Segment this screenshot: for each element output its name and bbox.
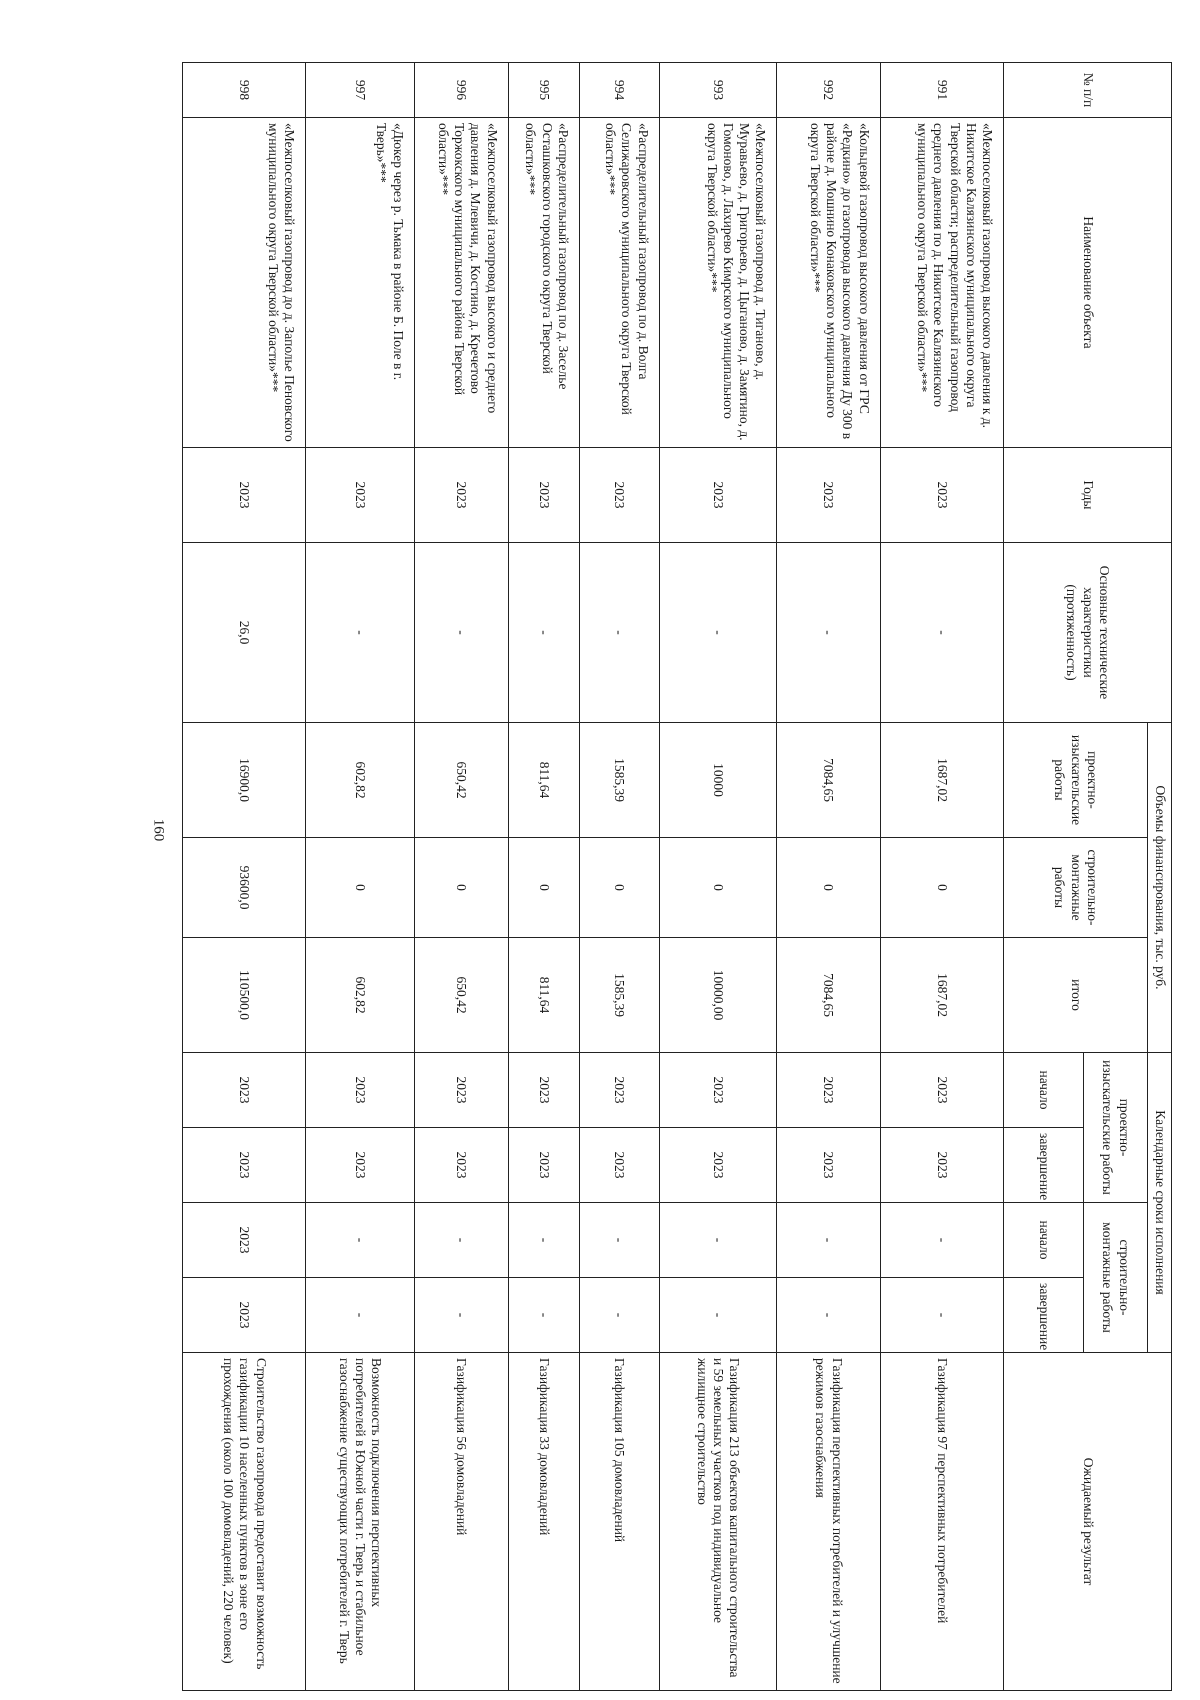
cell-name: «Межпоселковый газопровод д. Тиганово, д. Муравьево, д. Григорьево, д. Цыганово, д. Замятино, д. Гомоново, д. Лахирево Кимрского муниципального округа Тверской области»*** [659, 118, 777, 448]
cell-constr-end: 2023 [183, 1278, 306, 1353]
cell-constr-end: - [414, 1278, 508, 1353]
cell-constr-start: - [659, 1203, 777, 1278]
cell-years: 2023 [306, 448, 414, 543]
header-years: Годы [1004, 448, 1172, 543]
header-design-start: начало [1004, 1053, 1084, 1128]
cell-fin-design: 10000 [659, 723, 777, 838]
cell-tech: - [414, 543, 508, 723]
cell-num: 997 [306, 63, 414, 118]
rotated-table-sheet [182, 62, 1172, 1690]
cell-fin-construction: 0 [579, 838, 659, 938]
header-num: № п/п [1004, 63, 1172, 118]
cell-fin-construction: 0 [414, 838, 508, 938]
header-design-end: завершение [1004, 1128, 1084, 1203]
cell-fin-design: 1585,39 [579, 723, 659, 838]
cell-result: Строительство газопровода предоставит возможность газификации 10 населенных пунктов в зоне его прохождения (около 100 домовладений, 220 человек) [183, 1353, 306, 1691]
cell-constr-start: - [414, 1203, 508, 1278]
gas-objects-table [182, 62, 1172, 1691]
cell-fin-construction: 0 [880, 838, 1003, 938]
table-body [183, 63, 1004, 1691]
header-schedule-construction: строительно-монтажные работы [1084, 1203, 1148, 1353]
header-schedule-design: проектно-изыскательские работы [1084, 1053, 1148, 1203]
cell-constr-end: - [306, 1278, 414, 1353]
cell-design-end: 2023 [579, 1128, 659, 1203]
cell-result: Газификация 97 перспективных потребителей [880, 1353, 1003, 1691]
header-name: Наименование объекта [1004, 118, 1172, 448]
cell-tech: - [579, 543, 659, 723]
cell-name: «Распределительный газопровод по д. Заселье Осташковского городского округа Тверской области»*** [508, 118, 579, 448]
cell-fin-total: 110500,0 [183, 938, 306, 1053]
cell-fin-design: 1687,02 [880, 723, 1003, 838]
cell-constr-end: - [508, 1278, 579, 1353]
cell-years: 2023 [659, 448, 777, 543]
cell-result: Газификация 56 домовладений [414, 1353, 508, 1691]
cell-tech: - [659, 543, 777, 723]
cell-num: 993 [659, 63, 777, 118]
cell-fin-design: 811,64 [508, 723, 579, 838]
table-row [183, 63, 306, 1691]
cell-constr-start: - [777, 1203, 880, 1278]
cell-design-end: 2023 [880, 1128, 1003, 1203]
cell-name: «Межпоселковый газопровод высокого давления к д. Никитское Калязинского муниципального округа Тверской области; распределительный газопровод среднего давления по д. Никитское Калязинского муниципального округа Тверской области»*** [880, 118, 1003, 448]
cell-design-end: 2023 [306, 1128, 414, 1203]
cell-result: Газификация 33 домовладений [508, 1353, 579, 1691]
cell-design-start: 2023 [659, 1053, 777, 1128]
cell-fin-design: 7084,65 [777, 723, 880, 838]
cell-fin-construction: 93600,0 [183, 838, 306, 938]
cell-fin-design: 16900,0 [183, 723, 306, 838]
cell-result: Газификация перспективных потребителей и улучшение режимов газоснабжения [777, 1353, 880, 1691]
cell-result: Газификация 213 объектов капитального строительства и 59 земельных участков под индивидуальное жилищное строительство [659, 1353, 777, 1691]
cell-name: «Межпоселковый газопровод до д. Заполье Пеновского муниципального округа Тверской области»*** [183, 118, 306, 448]
cell-tech: - [777, 543, 880, 723]
cell-constr-start: 2023 [183, 1203, 306, 1278]
cell-design-start: 2023 [508, 1053, 579, 1128]
cell-tech: - [508, 543, 579, 723]
cell-name: «Кольцевой газопровод высокого давления от ГРС «Редкино» до газопровода высокого давления Ду 300 в районе д. Мошнино Конаковского муниципального округа Тверской области»*** [777, 118, 880, 448]
cell-constr-start: - [306, 1203, 414, 1278]
cell-years: 2023 [579, 448, 659, 543]
header-constr-end: завершение [1004, 1278, 1084, 1353]
cell-design-start: 2023 [183, 1053, 306, 1128]
cell-constr-end: - [880, 1278, 1003, 1353]
cell-fin-design: 650,42 [414, 723, 508, 838]
cell-years: 2023 [414, 448, 508, 543]
cell-fin-construction: 0 [306, 838, 414, 938]
header-tech: Основные технические характеристики (протяженность) [1004, 543, 1172, 723]
cell-name: «Распределительный газопровод по д. Волга Селижаровского муниципального округа Тверской области»*** [579, 118, 659, 448]
cell-constr-end: - [777, 1278, 880, 1353]
cell-fin-total: 7084,65 [777, 938, 880, 1053]
cell-fin-total: 602,82 [306, 938, 414, 1053]
cell-design-start: 2023 [579, 1053, 659, 1128]
table-row [414, 63, 508, 1691]
cell-num: 991 [880, 63, 1003, 118]
cell-design-end: 2023 [659, 1128, 777, 1203]
cell-result: Газификация 105 домовладений [579, 1353, 659, 1691]
cell-fin-construction: 0 [659, 838, 777, 938]
cell-constr-start: - [508, 1203, 579, 1278]
cell-name: «Дюкер через р. Тьмака в районе Б. Поле в г. Тверь»*** [306, 118, 414, 448]
cell-years: 2023 [880, 448, 1003, 543]
cell-design-start: 2023 [880, 1053, 1003, 1128]
cell-design-end: 2023 [777, 1128, 880, 1203]
cell-fin-design: 602,82 [306, 723, 414, 838]
table-row [659, 63, 777, 1691]
cell-years: 2023 [508, 448, 579, 543]
cell-fin-construction: 0 [777, 838, 880, 938]
header-finance-total: итого [1004, 938, 1148, 1053]
header-finance-group: Объемы финансирования, тыс. руб. [1148, 723, 1172, 1053]
cell-constr-end: - [659, 1278, 777, 1353]
cell-constr-start: - [579, 1203, 659, 1278]
table-header [1004, 63, 1172, 1691]
cell-fin-construction: 0 [508, 838, 579, 938]
cell-design-end: 2023 [183, 1128, 306, 1203]
table-row [579, 63, 659, 1691]
cell-tech: - [306, 543, 414, 723]
cell-fin-total: 650,42 [414, 938, 508, 1053]
cell-years: 2023 [183, 448, 306, 543]
header-finance-construction: строительно-монтажные работы [1004, 838, 1148, 938]
cell-fin-total: 1687,02 [880, 938, 1003, 1053]
cell-design-start: 2023 [306, 1053, 414, 1128]
cell-tech: - [880, 543, 1003, 723]
table-row [508, 63, 579, 1691]
table-row [880, 63, 1003, 1691]
cell-tech: 26,0 [183, 543, 306, 723]
cell-design-start: 2023 [414, 1053, 508, 1128]
cell-num: 992 [777, 63, 880, 118]
cell-constr-end: - [579, 1278, 659, 1353]
cell-name: «Межпоселковый газопровод высокого и среднего давления д. Млевичи, д. Костино, д. Кречетово Торжокского муниципального района Тверской области»*** [414, 118, 508, 448]
cell-result: Возможность подключения перспективных потребителей в Южной части г. Тверь и стабильное газоснабжение существующих потребителей г. Тверь [306, 1353, 414, 1691]
header-finance-design: проектно-изыскательские работы [1004, 723, 1148, 838]
cell-fin-total: 1585,39 [579, 938, 659, 1053]
cell-years: 2023 [777, 448, 880, 543]
cell-design-start: 2023 [777, 1053, 880, 1128]
cell-num: 994 [579, 63, 659, 118]
header-constr-start: начало [1004, 1203, 1084, 1278]
cell-design-end: 2023 [508, 1128, 579, 1203]
table-row [777, 63, 880, 1691]
cell-num: 998 [183, 63, 306, 118]
table-row [306, 63, 414, 1691]
cell-fin-total: 10000,00 [659, 938, 777, 1053]
header-schedule-group: Календарные сроки исполнения [1148, 1053, 1172, 1353]
cell-num: 995 [508, 63, 579, 118]
page-number: 160 [150, 818, 167, 842]
cell-constr-start: - [880, 1203, 1003, 1278]
cell-num: 996 [414, 63, 508, 118]
cell-fin-total: 811,64 [508, 938, 579, 1053]
cell-design-end: 2023 [414, 1128, 508, 1203]
header-result: Ожидаемый результат [1004, 1353, 1172, 1691]
